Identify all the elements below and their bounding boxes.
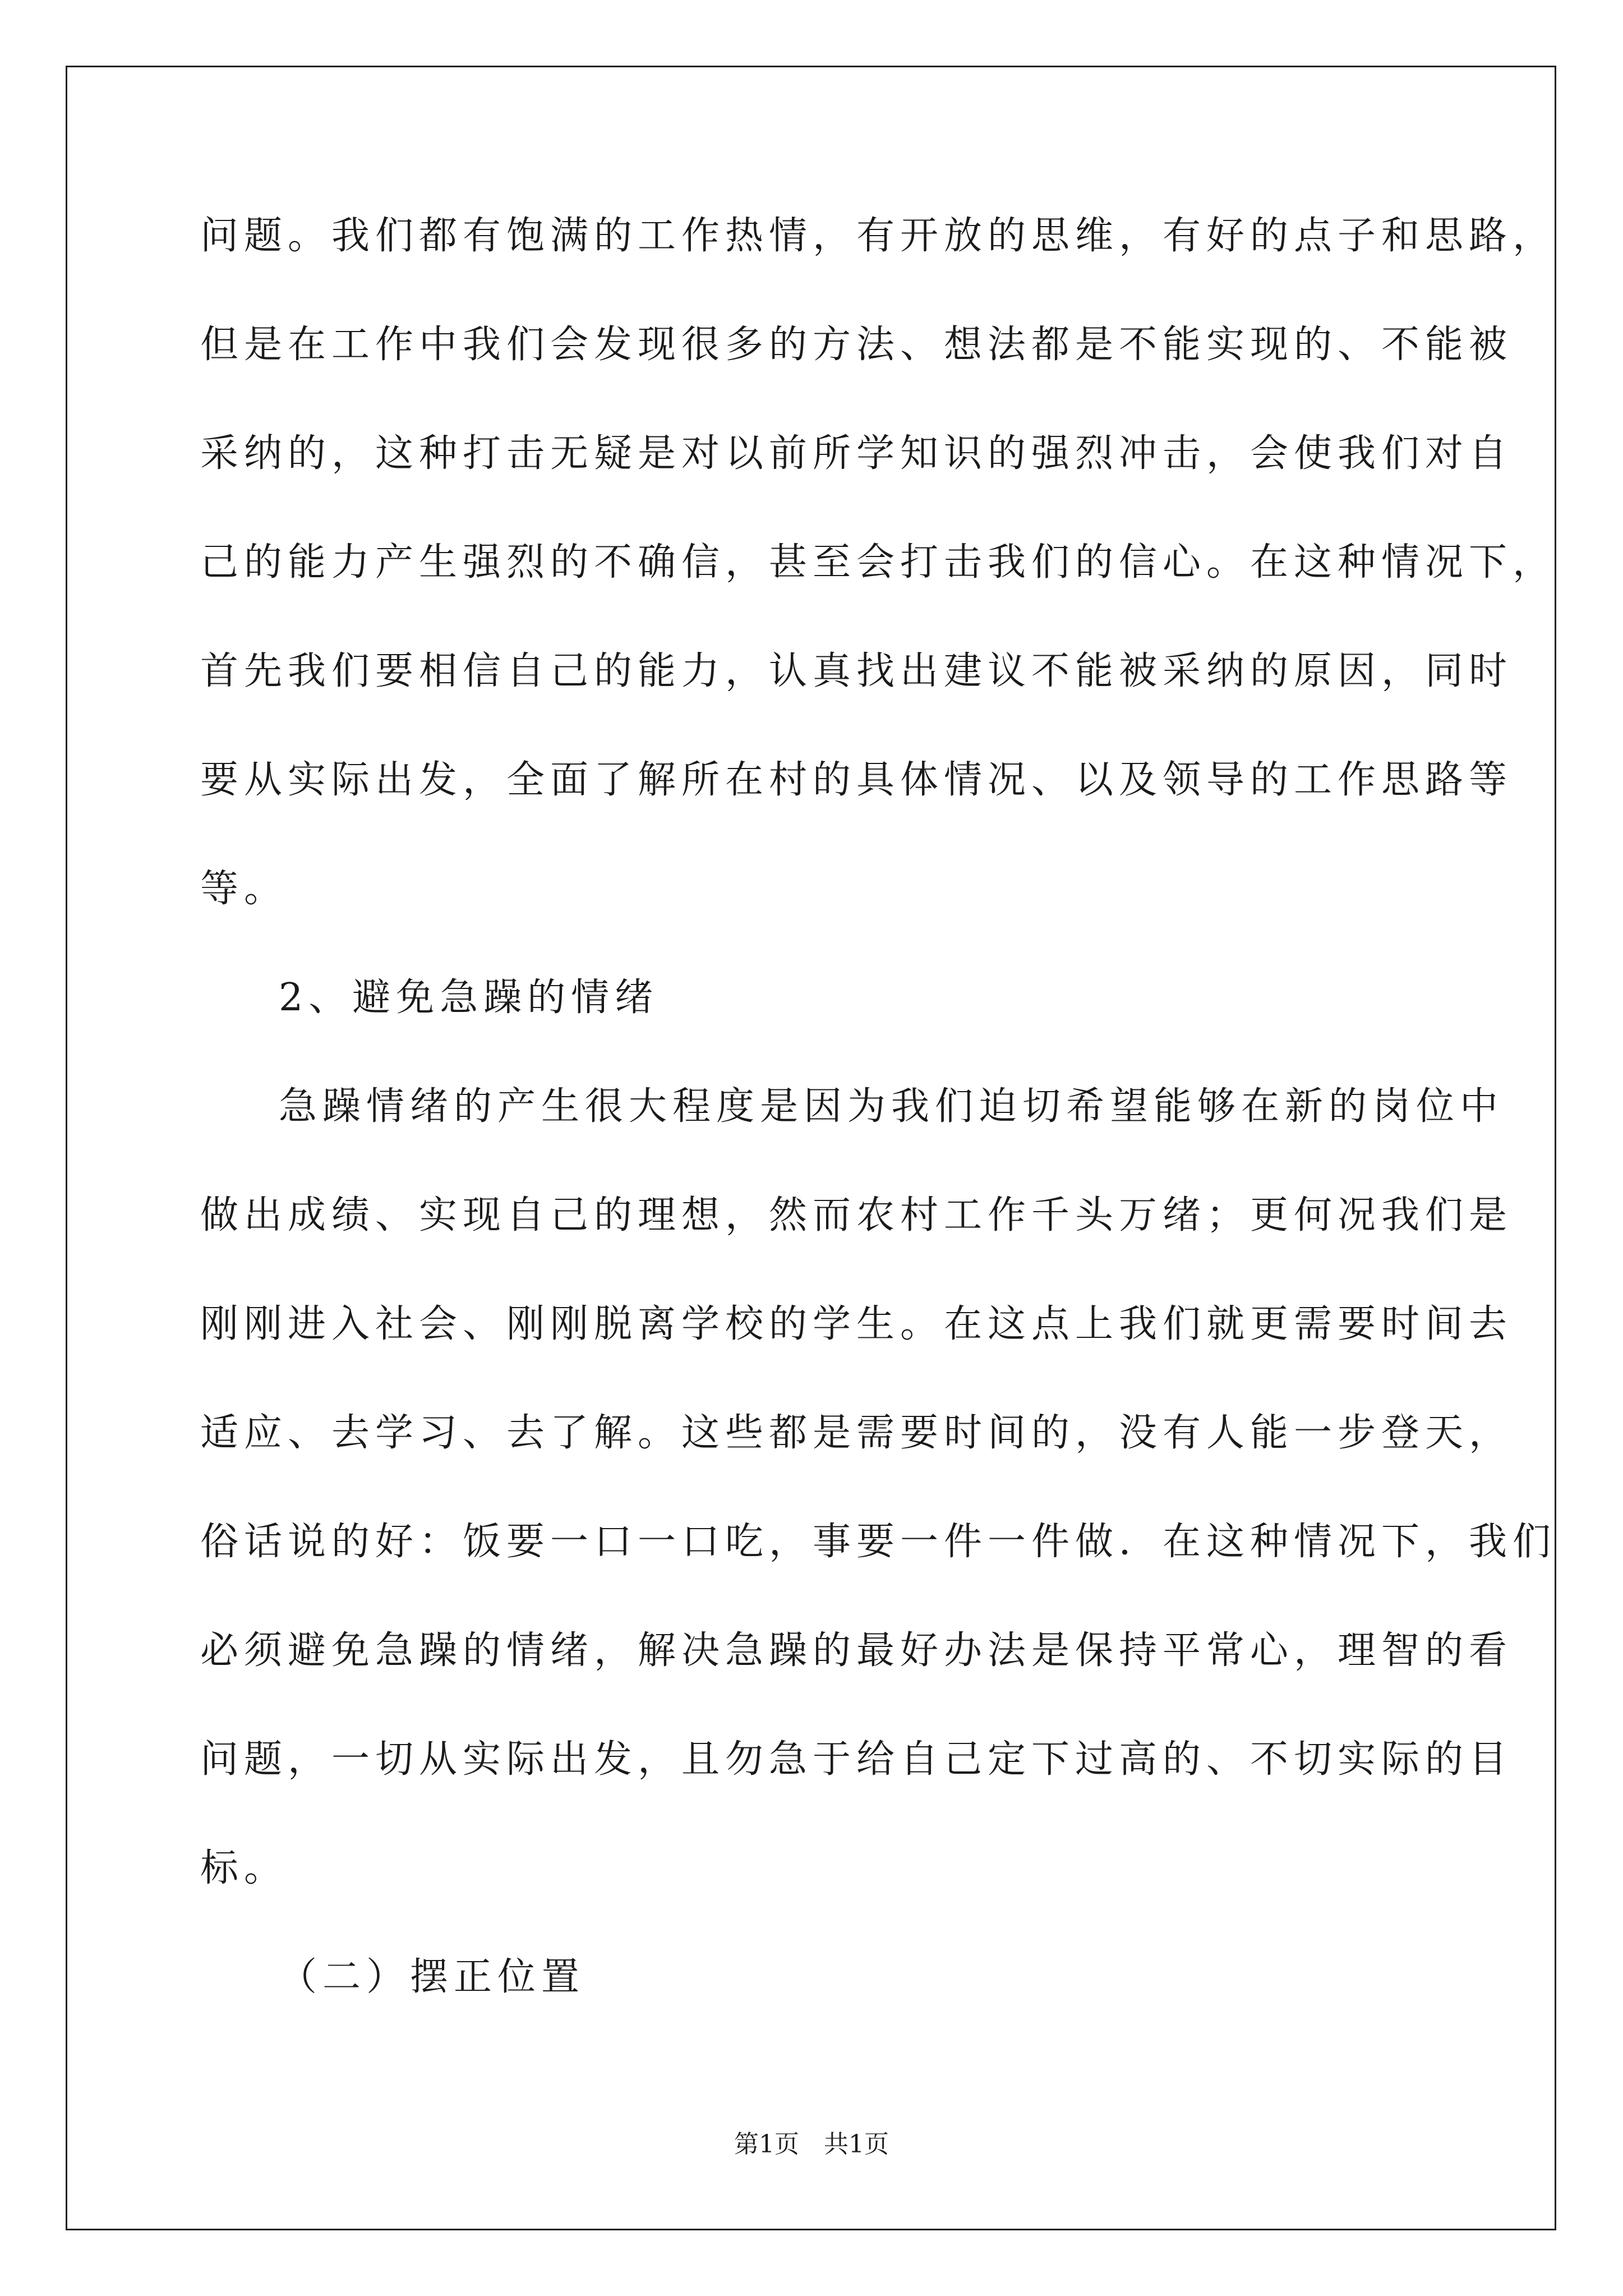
section-heading: 2、避免急躁的情绪 xyxy=(279,976,659,1020)
text-line: 但是在工作中我们会发现很多的方法、想法都是不能实现的、不能被 xyxy=(200,323,1513,367)
text-line: 急躁情绪的产生很大程度是因为我们迫切希望能够在新的岗位中 xyxy=(279,1084,1504,1129)
text-line: 标。 xyxy=(200,1846,288,1890)
text-line: 问题，一切从实际出发，且勿急于给自己定下过高的、不切实际的目 xyxy=(200,1737,1513,1782)
text-line: 要从实际出发，全面了解所在村的具体情况、以及领导的工作思路等 xyxy=(200,758,1513,802)
page-border xyxy=(66,66,1556,2230)
text-line: 等。 xyxy=(200,867,288,911)
text-line: 做出成绩、实现自己的理想，然而农村工作千头万绪；更何况我们是 xyxy=(200,1193,1513,1237)
page-number: 第1页 共1页 xyxy=(734,2130,889,2159)
text-line: 刚刚进入社会、刚刚脱离学校的学生。在这点上我们就更需要时间去 xyxy=(200,1302,1513,1346)
text-line: 问题。我们都有饱满的工作热情，有开放的思维，有好的点子和思路， xyxy=(200,214,1557,258)
text-line: 俗话说的好：饭要一口一口吃，事要一件一件做．在这种情况下，我们 xyxy=(200,1520,1557,1564)
text-line: 己的能力产生强烈的不确信，甚至会打击我们的信心。在这种情况下， xyxy=(200,540,1557,585)
text-line: 必须避免急躁的情绪，解决急躁的最好办法是保持平常心，理智的看 xyxy=(200,1628,1513,1673)
text-line: 适应、去学习、去了解。这些都是需要时间的，没有人能一步登天， xyxy=(200,1411,1513,1455)
text-line: 首先我们要相信自己的能力，认真找出建议不能被采纳的原因，同时 xyxy=(200,649,1513,693)
text-line: 采纳的，这种打击无疑是对以前所学知识的强烈冲击，会使我们对自 xyxy=(200,431,1513,476)
section-heading: （二）摆正位置 xyxy=(279,1955,585,1999)
